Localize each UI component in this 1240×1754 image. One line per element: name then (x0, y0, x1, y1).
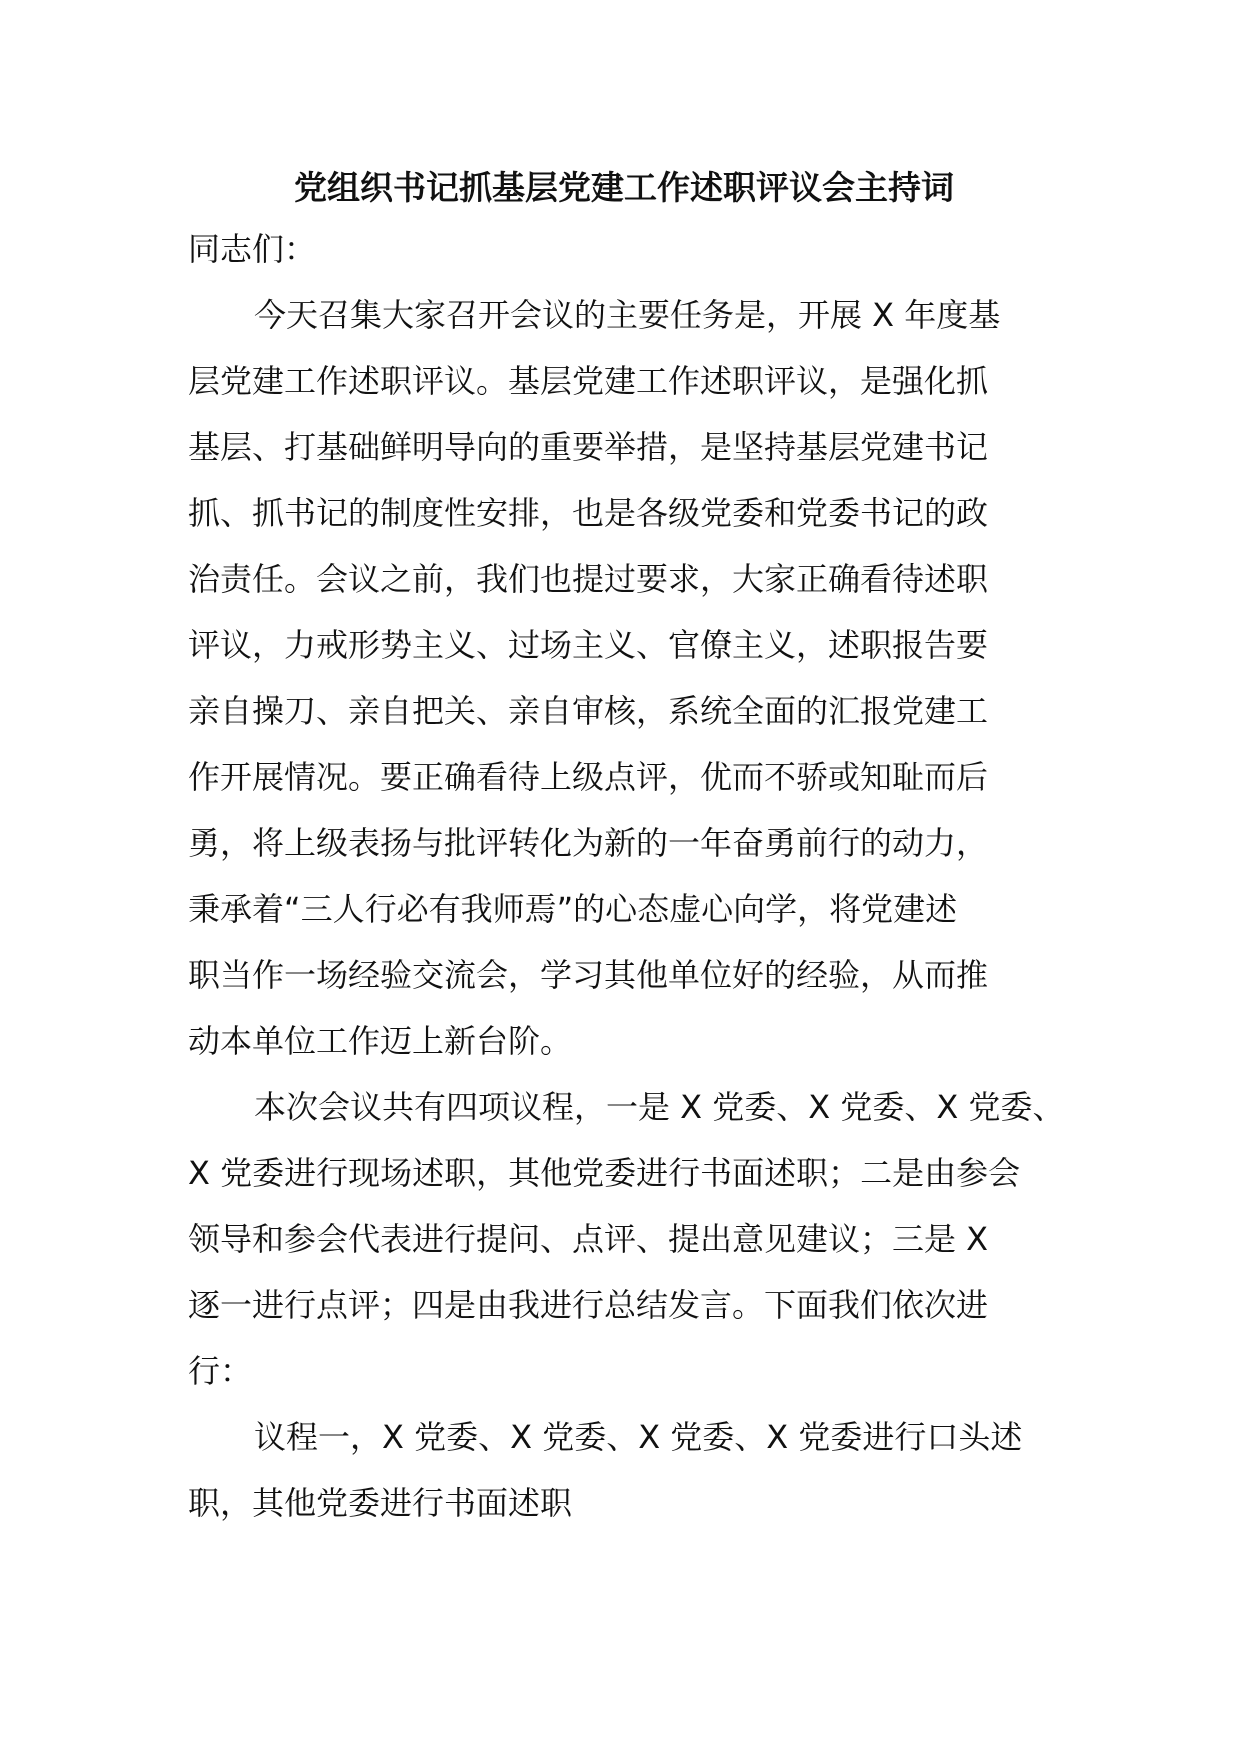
salutation: 同志们： (188, 230, 317, 268)
paragraph-line: 行： (188, 1352, 253, 1390)
paragraph-line: 职当作一场经验交流会，学习其他单位好的经验，从而推 (188, 956, 989, 994)
paragraph-line: 基层、打基础鲜明导向的重要举措，是坚持基层党建书记 (188, 428, 989, 466)
paragraph-line: 逐一进行点评；四是由我进行总结发言。下面我们依次进 (188, 1286, 989, 1324)
paragraph-agenda-overview (188, 1074, 1065, 1404)
paragraph-line: 勇，将上级表扬与批评转化为新的一年奋勇前行的动力， (188, 824, 989, 862)
paragraph-meeting-purpose (188, 282, 1060, 1074)
paragraph-line: 本次会议共有四项议程，一是 X 党委、X 党委、X 党委、 (254, 1088, 1065, 1126)
paragraph-line: 评议，力戒形势主义、过场主义、官僚主义，述职报告要 (188, 626, 989, 664)
paragraph-line: 议程一，X 党委、X 党委、X 党委、X 党委进行口头述 (254, 1418, 1023, 1456)
paragraph-line: 职，其他党委进行书面述职 (188, 1484, 573, 1522)
paragraph-line: 作开展情况。要正确看待上级点评，优而不骄或知耻而后 (188, 758, 989, 796)
paragraph-line: 动本单位工作迈上新台阶。 (188, 1022, 573, 1060)
paragraph-line: 亲自操刀、亲自把关、亲自审核，系统全面的汇报党建工 (188, 692, 989, 730)
document-body (188, 160, 1065, 1536)
document-title: 党组织书记抓基层党建工作述职评议会主持词 (294, 168, 954, 207)
paragraph-line: 治责任。会议之前，我们也提过要求，大家正确看待述职 (188, 560, 989, 598)
paragraph-line: 抓、抓书记的制度性安排，也是各级党委和党委书记的政 (188, 494, 989, 532)
paragraph-agenda-item-one (188, 1404, 1060, 1536)
paragraph-line: 层党建工作述职评议。基层党建工作述职评议，是强化抓 (188, 362, 989, 400)
paragraph-line: X 党委进行现场述职，其他党委进行书面述职；二是由参会 (188, 1154, 1021, 1192)
paragraph-line: 秉承着“三人行必有我师焉”的心态虚心向学，将党建述 (188, 890, 958, 928)
paragraph-line: 领导和参会代表进行提问、点评、提出意见建议；三是 X (188, 1220, 989, 1258)
paragraph-line: 今天召集大家召开会议的主要任务是，开展 X 年度基 (254, 296, 1001, 334)
